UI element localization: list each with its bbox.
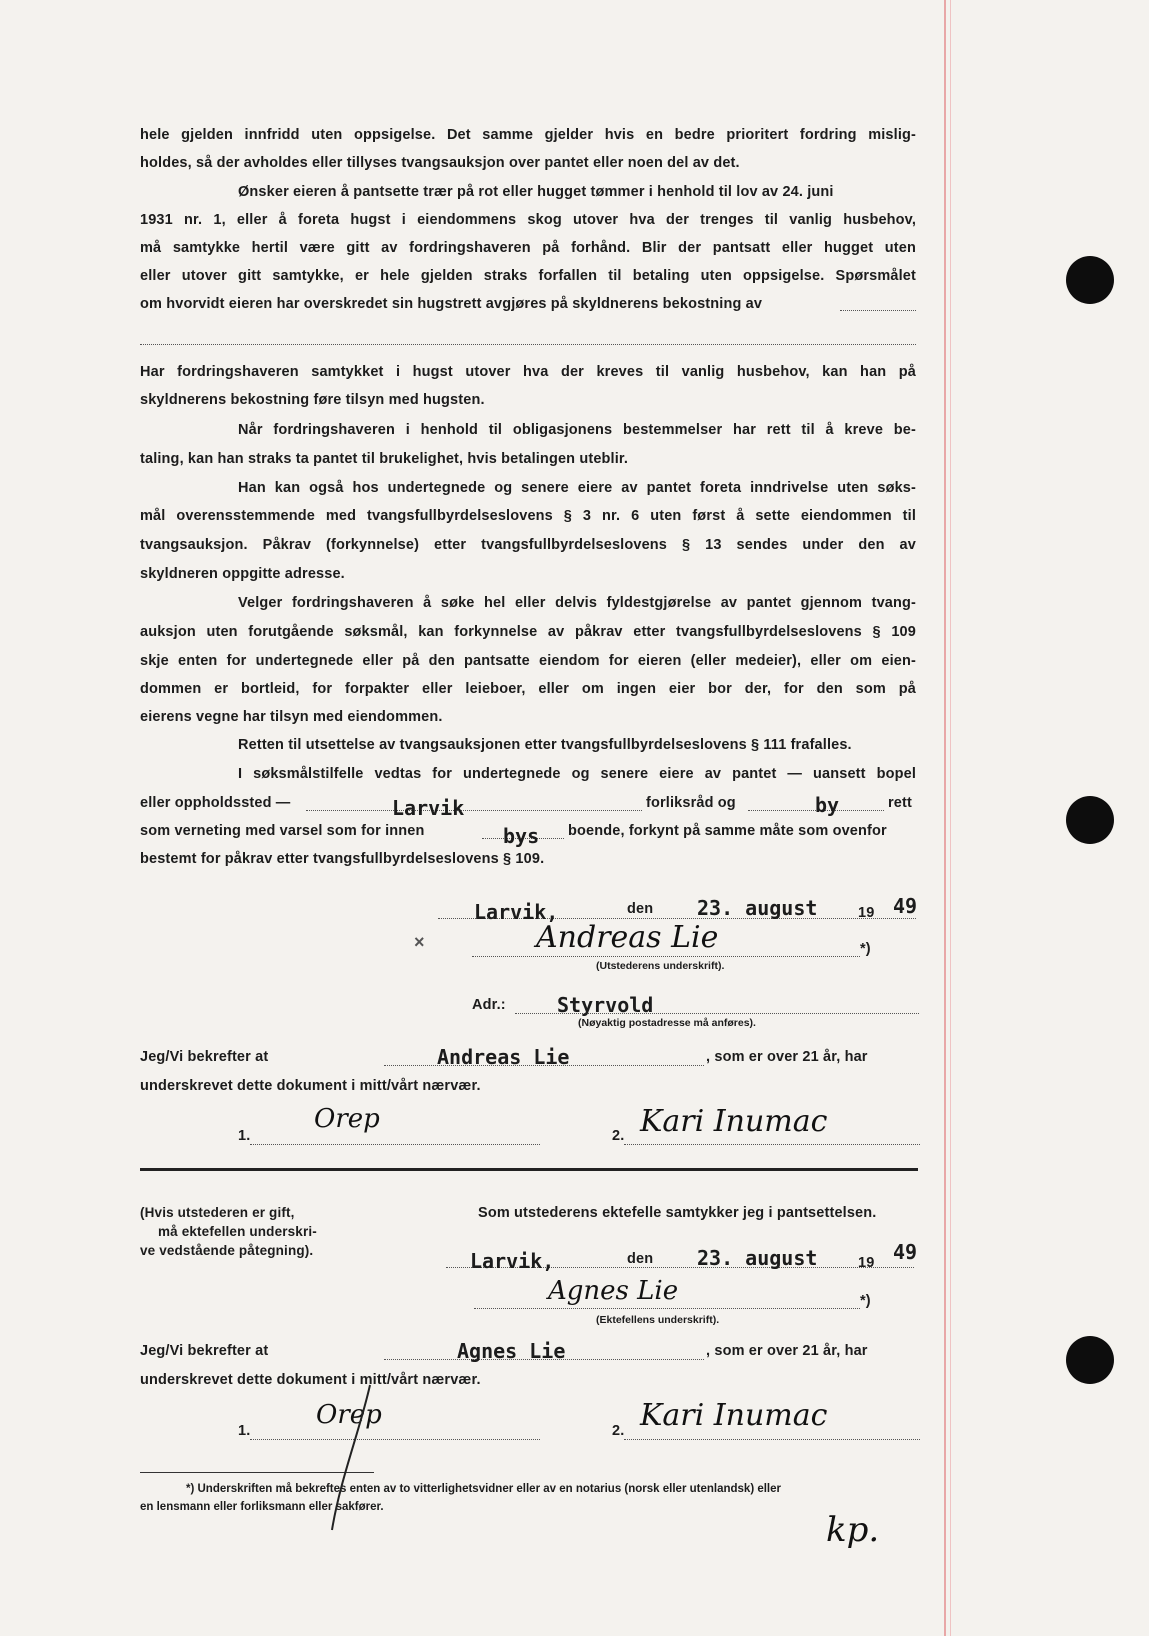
witness-1-signature: Orep [314, 1104, 380, 1134]
venue-text: rett [888, 795, 912, 811]
venue-text: boende, forkynt på samme måte som ovenfor [568, 823, 887, 839]
venue-text: bestemt for påkrav etter tvangsfullbyrdelseslovens § 109. [140, 851, 545, 867]
spouse-place: Larvik, [470, 1249, 555, 1273]
body-line: eller utover gitt samtykke, er hele gjelden straks forfallen til betaling uten oppsigelse. Spørsmålet [140, 268, 916, 284]
confirm-prefix: Jeg/Vi bekrefter at [140, 1049, 269, 1065]
body-line: skyldnerens bekostning føre tilsyn med hugsten. [140, 392, 485, 408]
body-line: må samtykke hertil være gitt av fordringshaveren på forhånd. Blir der pantsatt eller hugget uten [140, 240, 916, 256]
sig-caption: (Utstederens underskrift). [596, 960, 725, 972]
confirm-prefix: Jeg/Vi bekrefter at [140, 1343, 269, 1359]
punch-hole-icon [1066, 796, 1114, 844]
spouse-note: må ektefellen underskri- [158, 1224, 317, 1239]
confirm-suffix: , som er over 21 år, har [706, 1049, 868, 1065]
witness-2-signature: Kari Inumac [640, 1104, 828, 1139]
venue-text: som verneting med varsel som for innen [140, 823, 425, 839]
margin-rule-secondary [950, 0, 951, 1636]
witness-2-label: 2. [612, 1423, 625, 1439]
sig-suffix: *) [860, 1293, 871, 1309]
punch-hole-icon [1066, 256, 1114, 304]
section-divider [140, 1168, 918, 1171]
body-line: Retten til utsettelse av tvangsauksjonen etter tvangsfullbyrdelseslovens § 111 frafalles. [238, 737, 852, 753]
witness-line [624, 1439, 920, 1440]
signature-line [474, 1308, 860, 1309]
witness-1-signature: Orep [316, 1400, 382, 1430]
adr-label: Adr.: [472, 997, 506, 1013]
year-suffix: 49 [893, 1240, 918, 1264]
body-line: Har fordringshaveren samtykket i hugst utover hva der kreves til vanlig husbehov, kan han på [140, 364, 916, 380]
pen-stroke-decoration [300, 1380, 380, 1540]
year-suffix: 49 [893, 894, 918, 918]
den-label: den [627, 901, 654, 917]
body-line: Når fordringshaveren i henhold til obligasjonens bestemmelser har rett til å kreve be- [238, 422, 916, 438]
body-line: I søksmålstilfelle vedtas for undertegnede og senere eiere av pantet — uansett bopel [238, 766, 916, 782]
body-line: Velger fordringshaveren å søke hel eller delvis fyldestgjørelse av pantet gjennom tvang- [238, 595, 916, 611]
witness-1-label: 1. [238, 1423, 251, 1439]
witness-line [250, 1439, 540, 1440]
body-line: hele gjelden innfridd uten oppsigelse. Det samme gjelder hvis en bedre prioritert fordring mislig- [140, 127, 916, 143]
address-caption: (Nøyaktig postadresse må anføres). [578, 1017, 756, 1029]
body-line: auksjon uten forutgående søksmål, kan forkynnelse av påkrav etter tvangsfullbyrdelseslovens § 109 [140, 624, 916, 640]
body-line: dommen er bortleid, for forpakter eller leieboer, eller om ingen eier bor der, for den som på [140, 681, 916, 697]
mark-icon: × [414, 932, 425, 952]
body-line: skje enten for undertegnede eller på den pantsatte eiendom for eieren (eller medeier), eller om eien- [140, 653, 916, 669]
signing-place: Larvik, [474, 900, 559, 924]
witness-line [250, 1144, 540, 1145]
year-prefix: 19 [858, 905, 875, 921]
den-label: den [627, 1251, 654, 1267]
spouse-note: ve vedstående påtegning). [140, 1243, 314, 1258]
body-line: taling, kan han straks ta pantet til brukelighet, hvis betalingen uteblir. [140, 451, 629, 467]
fill-line [840, 310, 916, 311]
spouse-consent: Som utstederens ektefelle samtykker jeg i pantsettelsen. [478, 1205, 877, 1221]
witness-1-label: 1. [238, 1128, 251, 1144]
sig-caption: (Ektefellens underskrift). [596, 1314, 720, 1326]
body-line: tvangsauksjon. Påkrav (forkynnelse) etter tvangsfullbyrdelseslovens § 13 sendes under den av [140, 537, 916, 553]
body-line: Ønsker eieren å pantsette trær på rot eller hugget tømmer i henhold til lov av 24. juni [238, 184, 834, 200]
signing-date: 23. august [697, 896, 818, 920]
venue-text: forliksråd og [646, 795, 736, 811]
witness-line [624, 1144, 920, 1145]
confirm-name: Agnes Lie [457, 1339, 566, 1363]
spouse-note: (Hvis utstederen er gift, [140, 1205, 295, 1220]
venue-text: eller oppholdssted — [140, 795, 291, 811]
body-line: om hvorvidt eieren har overskredet sin hugstrett avgjøres på skyldnerens bekostning av [140, 296, 763, 312]
confirm-line-2: underskrevet dette dokument i mitt/vårt nærvær. [140, 1078, 481, 1094]
confirm-name: Andreas Lie [437, 1045, 570, 1069]
sig-suffix: *) [860, 941, 871, 957]
fill-line [306, 810, 642, 811]
venue-place-handwritten: Larvik [392, 796, 465, 820]
venue-court-handwritten: by [815, 793, 840, 817]
body-line: eierens vegne har tilsyn med eiendommen. [140, 709, 443, 725]
fill-line [140, 344, 916, 345]
body-line: holdes, så der avholdes eller tillyses tvangsauksjon over pantet eller noen del av det. [140, 155, 740, 171]
footnote-line: en lensmann eller forliksmann eller sakfører. [140, 1501, 384, 1513]
year-prefix: 19 [858, 1255, 875, 1271]
body-line: skyldneren oppgitte adresse. [140, 566, 345, 582]
body-line: Han kan også hos undertegnede og senere eiere av pantet foreta inndrivelse uten søks- [238, 480, 916, 496]
address-value: Styrvold [557, 993, 654, 1017]
initials: kp. [826, 1510, 880, 1550]
confirm-suffix: , som er over 21 år, har [706, 1343, 868, 1359]
confirm-line-2: underskrevet dette dokument i mitt/vårt nærvær. [140, 1372, 481, 1388]
body-line: mål overensstemmende med tvangsfullbyrdelseslovens § 3 nr. 6 uten først å sette eiendommen til [140, 508, 916, 524]
witness-2-label: 2. [612, 1128, 625, 1144]
footnote-line: *) Underskriften må bekreftes enten av to vitterlighetsvidner eller av en notarius (norsk eller utenlandsk) eller [186, 1483, 781, 1495]
signature-line [472, 956, 860, 957]
venue-within-handwritten: bys [503, 824, 540, 848]
spouse-signature: Agnes Lie [548, 1276, 679, 1306]
body-line: 1931 nr. 1, eller å foreta hugst i eiendommens skog utover hva der trenges til vanlig husbehov, [140, 212, 916, 228]
spouse-date: 23. august [697, 1246, 818, 1270]
issuer-signature: Andreas Lie [536, 920, 719, 955]
punch-hole-icon [1066, 1336, 1114, 1384]
margin-rule [944, 0, 946, 1636]
witness-2-signature: Kari Inumac [640, 1398, 828, 1433]
